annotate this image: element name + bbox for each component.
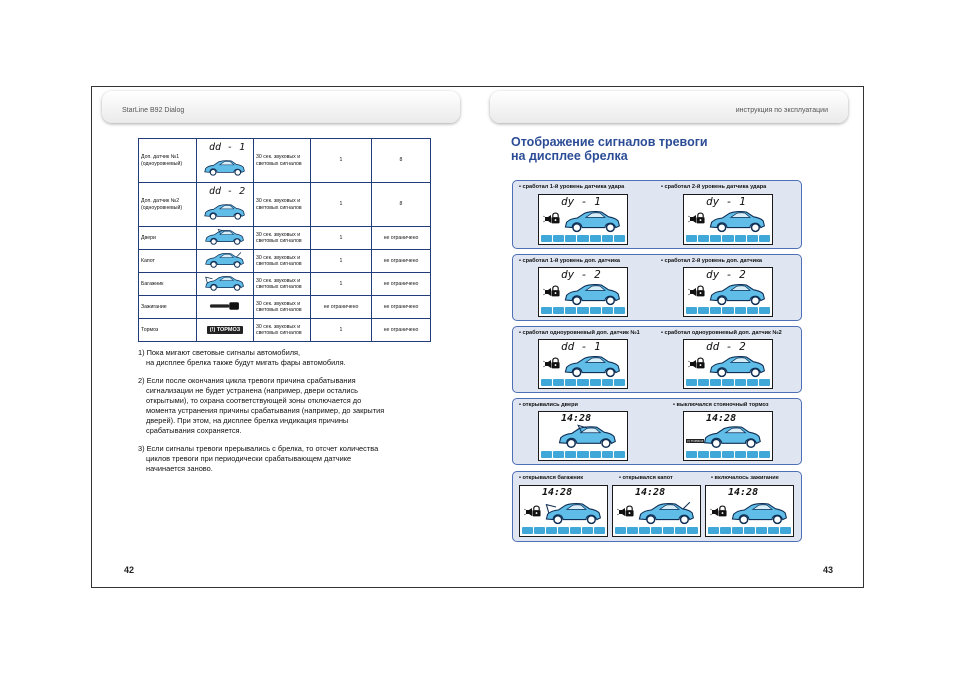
status-icons-bar	[541, 235, 625, 242]
signal-description: 30 сек. звуковых и световых сигналов	[254, 139, 311, 183]
alarm-panel	[512, 398, 802, 465]
lock-icon	[551, 357, 560, 369]
display-caption: • сработал 1-й уровень датчика удара	[519, 184, 625, 190]
footnote-line: открытыми), то охрана соответствующей зоны отключается до	[146, 396, 362, 405]
fob-display	[538, 411, 628, 461]
table-row	[139, 273, 431, 296]
signal-description: 30 сек. звуковых и световых сигналов	[254, 183, 311, 227]
car-trunk-open-icon	[544, 501, 604, 525]
siren-icon	[617, 508, 625, 516]
display-time: 14:28	[728, 487, 759, 498]
display-time: 14:28	[706, 413, 737, 424]
car-icon	[708, 209, 768, 233]
display-code: dd - 1	[561, 340, 601, 353]
status-icons-bar	[686, 307, 770, 314]
signal-description: 30 сек. звуковых и световых сигналов	[254, 296, 311, 319]
siren-icon	[688, 215, 696, 223]
section-title	[511, 135, 708, 163]
display-code: dd - 2	[706, 340, 746, 353]
zone-picture	[197, 319, 254, 342]
zone-name: Багажник	[139, 273, 197, 296]
car-icon	[708, 354, 768, 378]
footnote-line: циклов тревоги при периодически срабатывающем датчике	[146, 454, 352, 463]
manual-spread	[91, 86, 864, 588]
right-page-header	[490, 91, 848, 123]
display-caption: • включалось зажигание	[711, 475, 779, 481]
display-time: 14:28	[635, 487, 666, 498]
status-icons-bar	[615, 527, 698, 534]
zone-name: Доп. датчик №1 (одноуровневый)	[139, 139, 197, 183]
cycles-value: 1	[311, 139, 372, 183]
footnote-line: срабатывания сохраняется.	[146, 426, 242, 435]
brake-indicator-badge: (!) ТОРМОЗ	[687, 439, 704, 443]
alarm-panel	[512, 471, 802, 542]
zone-name: Доп. датчик №2 (одноуровневый)	[139, 183, 197, 227]
footnote-line: дверей). При этом, на дисплее брелка индикация причины	[146, 416, 349, 425]
status-icons-bar	[686, 451, 770, 458]
footnote	[138, 376, 438, 436]
lock-icon	[625, 505, 634, 517]
zone-name: Зажигание	[139, 296, 197, 319]
siren-icon	[543, 288, 551, 296]
cycles-value: 1	[311, 183, 372, 227]
fob-display	[538, 194, 628, 245]
lock-icon	[696, 285, 705, 297]
lock-icon	[696, 212, 705, 224]
alarm-panel	[512, 254, 802, 321]
lock-icon	[696, 357, 705, 369]
section-title-line: Отображение сигналов тревоги	[511, 135, 708, 149]
display-caption: • открывались двери	[519, 402, 578, 408]
fob-display	[519, 485, 608, 537]
display-caption: • сработал 2-й уровень датчика удара	[661, 184, 767, 190]
fob-display	[683, 194, 773, 245]
car-icon	[563, 354, 623, 378]
signal-description: 30 сек. звуковых и световых сигналов	[254, 319, 311, 342]
car-icon	[563, 282, 623, 306]
zone-picture	[197, 296, 254, 319]
limit-value: не ограничено	[372, 319, 431, 342]
siren-icon	[710, 508, 718, 516]
page-number: 42	[124, 565, 135, 575]
car-icon	[702, 424, 764, 449]
footnote-line: 1) Пока мигают световые сигналы автомобиля,	[138, 348, 301, 357]
table-row	[139, 319, 431, 342]
alarm-panel	[512, 180, 802, 249]
status-icons-bar	[522, 527, 605, 534]
lock-icon	[532, 505, 541, 517]
car-icon	[563, 209, 623, 233]
footnote-line: момента устранения причины срабатывания (например, до закрытия	[146, 406, 385, 415]
car-icon	[730, 501, 790, 525]
limit-value: не ограничено	[372, 273, 431, 296]
display-time: 14:28	[561, 413, 592, 424]
lock-icon	[718, 505, 727, 517]
signal-description: 30 сек. звуковых и световых сигналов	[254, 227, 311, 250]
footnote	[138, 348, 438, 368]
status-icons-bar	[541, 307, 625, 314]
table-row	[139, 227, 431, 250]
table-row	[139, 183, 431, 227]
display-caption: • сработал одноуровневый доп. датчик №2	[661, 330, 782, 336]
car-trunk-open-icon	[204, 274, 246, 292]
brake-indicator-badge: (!) ТОРМОЗ	[207, 326, 243, 335]
status-icons-bar	[541, 379, 625, 386]
limit-value: не ограничено	[372, 227, 431, 250]
display-time: 14:28	[542, 487, 573, 498]
lcd-code: dd - 1	[209, 142, 246, 153]
zone-picture	[197, 227, 254, 250]
footnote-line: 2) Если после окончания цикла тревоги причина срабатывания	[138, 376, 356, 385]
display-caption: • сработал одноуровневый доп. датчик №1	[519, 330, 640, 336]
left-page-header	[102, 91, 460, 123]
cycles-value: 1	[311, 227, 372, 250]
siren-icon	[688, 360, 696, 368]
zone-picture	[197, 183, 254, 227]
footnotes	[138, 348, 438, 482]
zone-picture	[197, 139, 254, 183]
display-caption: • выключался стояночный тормоз	[673, 402, 769, 408]
zone-picture	[197, 250, 254, 273]
section-title-line: на дисплее брелка	[511, 149, 628, 163]
cycles-value: 1	[311, 319, 372, 342]
alarm-cycles-table	[138, 138, 431, 342]
fob-display	[612, 485, 701, 537]
fob-display	[538, 339, 628, 389]
footnote-line: сигнализации не будет устранена (например, двери остались	[146, 386, 358, 395]
siren-icon	[543, 360, 551, 368]
display-caption: • открывался багажник	[519, 475, 583, 481]
fob-display	[683, 339, 773, 389]
fob-display	[683, 411, 773, 461]
table-row	[139, 250, 431, 273]
left-page	[92, 87, 478, 587]
status-icons-bar	[708, 527, 791, 534]
cycles-value: не ограничено	[311, 296, 372, 319]
display-code: dy - 1	[706, 195, 746, 208]
table-row	[139, 296, 431, 319]
car-icon	[708, 282, 768, 306]
page-number: 43	[822, 565, 833, 575]
status-icons-bar	[686, 235, 770, 242]
display-caption: • сработал 2-й уровень доп. датчика	[661, 258, 762, 264]
table-row	[139, 139, 431, 183]
signal-description: 30 сек. звуковых и световых сигналов	[254, 273, 311, 296]
lock-icon	[551, 285, 560, 297]
manual-title: инструкция по эксплуатации	[735, 107, 828, 114]
display-code: dy - 1	[561, 195, 601, 208]
display-caption: • сработал 1-й уровень доп. датчика	[519, 258, 620, 264]
zone-name: Капот	[139, 250, 197, 273]
footnote-line: на дисплее брелка также будут мигать фары автомобиля.	[146, 358, 346, 367]
status-icons-bar	[686, 379, 770, 386]
status-icons-bar	[541, 451, 625, 458]
car-doors-open-icon	[204, 228, 246, 246]
signal-description: 30 сек. звуковых и световых сигналов	[254, 250, 311, 273]
display-code: dy - 2	[706, 268, 746, 281]
lcd-code: dd - 2	[209, 186, 246, 197]
zone-picture	[197, 273, 254, 296]
car-hood-open-icon	[637, 501, 697, 525]
car-hood-open-icon	[204, 251, 246, 269]
car-doors-open-icon	[557, 424, 619, 449]
display-caption: • открывался капот	[619, 475, 673, 481]
cycles-value: 1	[311, 250, 372, 273]
zone-name: Тормоз	[139, 319, 197, 342]
alarm-panel	[512, 326, 802, 393]
fob-display	[705, 485, 794, 537]
footnote	[138, 444, 438, 474]
limit-value: 8	[372, 183, 431, 227]
zone-name: Двери	[139, 227, 197, 250]
siren-icon	[688, 288, 696, 296]
limit-value: не ограничено	[372, 296, 431, 319]
cycles-value: 1	[311, 273, 372, 296]
ignition-key-icon	[210, 302, 240, 310]
limit-value: 8	[372, 139, 431, 183]
car-icon	[203, 158, 247, 177]
fob-display	[683, 267, 773, 317]
car-icon	[203, 202, 247, 221]
display-code: dy - 2	[561, 268, 601, 281]
siren-icon	[524, 508, 532, 516]
right-page	[478, 87, 864, 587]
lock-icon	[551, 212, 560, 224]
footnote-line: 3) Если сигналы тревоги прерывались с брелка, то отсчет количества	[138, 444, 379, 453]
footnote-line: начинается заново.	[146, 464, 213, 473]
fob-display	[538, 267, 628, 317]
limit-value: не ограничено	[372, 250, 431, 273]
siren-icon	[543, 215, 551, 223]
product-name: StarLine B92 Dialog	[122, 107, 185, 114]
